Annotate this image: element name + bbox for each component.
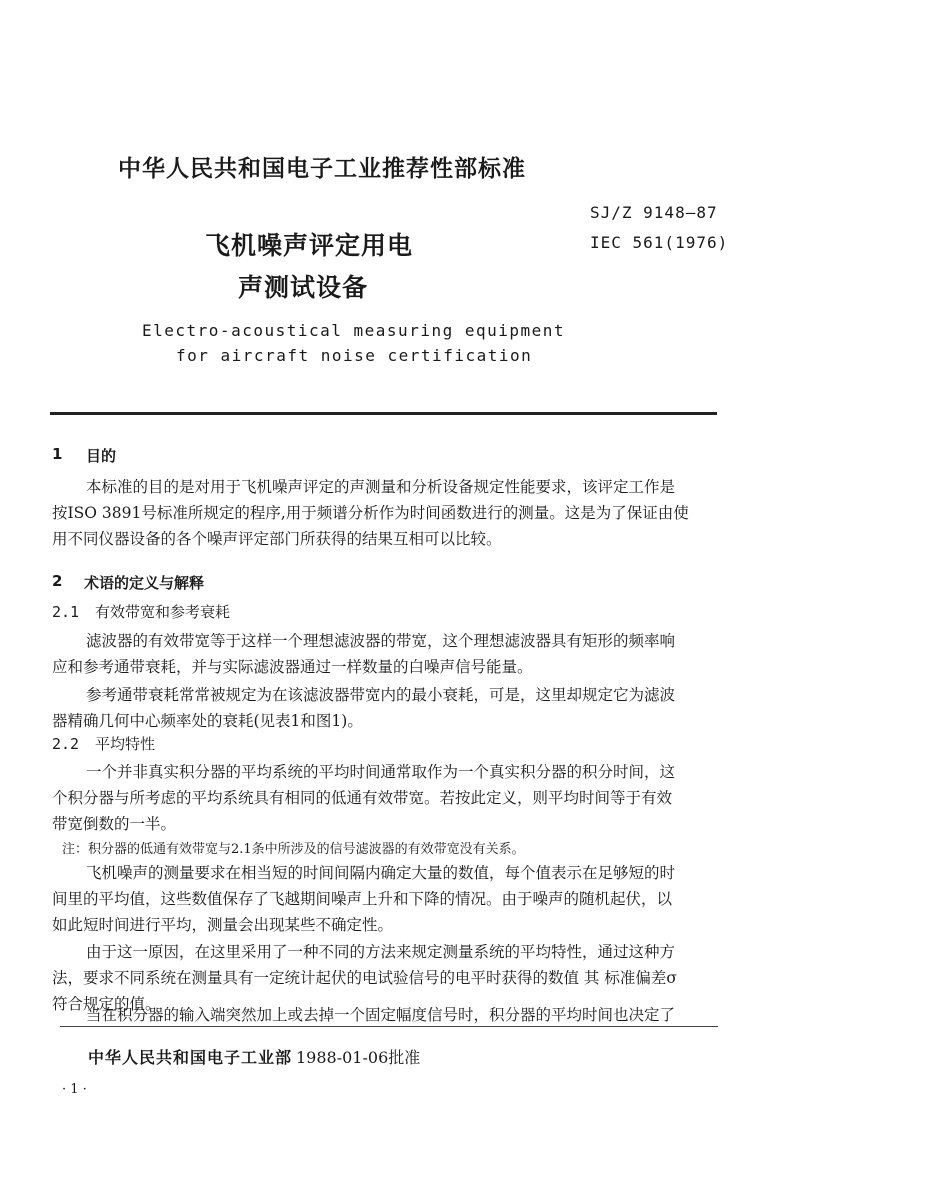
subsection-2-2-para-line: 当在积分器的输入端突然加上或去掉一个固定幅度信号时，积分器的平均时间也决定了 <box>86 1006 676 1024</box>
standard-org-heading: 中华人民共和国电子工业推荐性部标准 <box>118 156 526 182</box>
section-1-para-line: 用不同仪器设备的各个噪声评定部门所获得的结果互相可以比较。 <box>52 530 502 548</box>
title-cn-line1: 飞机噪声评定用电 <box>205 231 414 260</box>
section-2-title: 术语的定义与解释 <box>84 574 205 592</box>
footer-divider <box>60 1026 718 1027</box>
subsection-2-2-para-line: 间里的平均值，这些数值保存了飞越期间噪声上升和下降的情况。由于噪声的随机起伏，以 <box>52 890 673 908</box>
title-cn-line2: 声测试设备 <box>238 273 369 302</box>
subsection-2-1-para-line: 器精确几何中心频率处的衰耗(见表1和图1)。 <box>52 712 363 730</box>
section-1-title: 目的 <box>86 447 117 465</box>
subsection-2-2-para-line: 如此短时间进行平均，测量会出现某些不确定性。 <box>52 916 394 934</box>
section-1-para-line: 本标准的目的是对用于飞机噪声评定的声测量和分析设备规定性能要求，该评定工作是 <box>86 478 676 496</box>
subsection-2-1-para-line: 滤波器的有效带宽等于这样一个理想滤波器的带宽，这个理想滤波器具有矩形的频率响 <box>86 632 676 650</box>
subsection-2-2-para-line: 法，要求不同系统在测量具有一定统计起伏的电试验信号的电平时获得的数值 其 标准偏差σ <box>52 969 677 987</box>
subsection-2-1-title: 有效带宽和参考衰耗 <box>95 603 231 621</box>
footer-org: 中华人民共和国电子工业部 <box>88 1048 293 1067</box>
section-1-number: 1 <box>52 445 63 463</box>
subsection-2-2-note: 注：积分器的低通有效带宽与2.1条中所涉及的信号滤波器的有效带宽没有关系。 <box>62 842 525 857</box>
header-divider <box>50 412 717 415</box>
subsection-2-2-para-line: 由于这一原因，在这里采用了一种不同的方法来规定测量系统的平均特性，通过这种方 <box>86 943 676 961</box>
page-number: · 1 · <box>62 1082 87 1097</box>
iec-code: IEC 561(1976) <box>590 233 729 252</box>
subsection-2-2-para-line: 带宽倒数的一半。 <box>52 815 177 833</box>
section-1-para-line: 按ISO 3891号标准所规定的程序,用于频谱分析作为时间函数进行的测量。这是为了保证由使 <box>52 504 689 522</box>
subsection-2-2-number: 2.2 <box>52 735 80 753</box>
subsection-2-2-para-line: 个积分器与所考虑的平均系统具有相同的低通有效带宽。若按此定义，则平均时间等于有效 <box>52 789 673 807</box>
subsection-2-1-number: 2.1 <box>52 603 80 621</box>
subsection-2-2-para-line: 飞机噪声的测量要求在相当短的时间间隔内确定大量的数值，每个值表示在足够短的时 <box>86 864 676 882</box>
subsection-2-2-title: 平均特性 <box>95 735 156 753</box>
subsection-2-2-para-line: 一个并非真实积分器的平均系统的平均时间通常取作为一个真实积分器的积分时间，这 <box>86 763 676 781</box>
subsection-2-1-para-line: 应和参考通带衰耗，并与实际滤波器通过一样数量的白噪声信号能量。 <box>52 658 533 676</box>
section-2-number: 2 <box>52 572 63 590</box>
standard-code: SJ/Z 9148—87 <box>590 203 718 222</box>
subsection-2-2-para-line: 符合规定的值。 <box>52 995 161 1013</box>
approval-date: 1988-01-06批准 <box>296 1048 421 1067</box>
title-en-line1: Electro-acoustical measuring equipment <box>142 321 566 340</box>
subsection-2-1-para-line: 参考通带衰耗常常被规定为在该滤波器带宽内的最小衰耗，可是，这里却规定它为滤波 <box>86 686 676 704</box>
title-en-line2: for aircraft noise certification <box>176 346 533 365</box>
